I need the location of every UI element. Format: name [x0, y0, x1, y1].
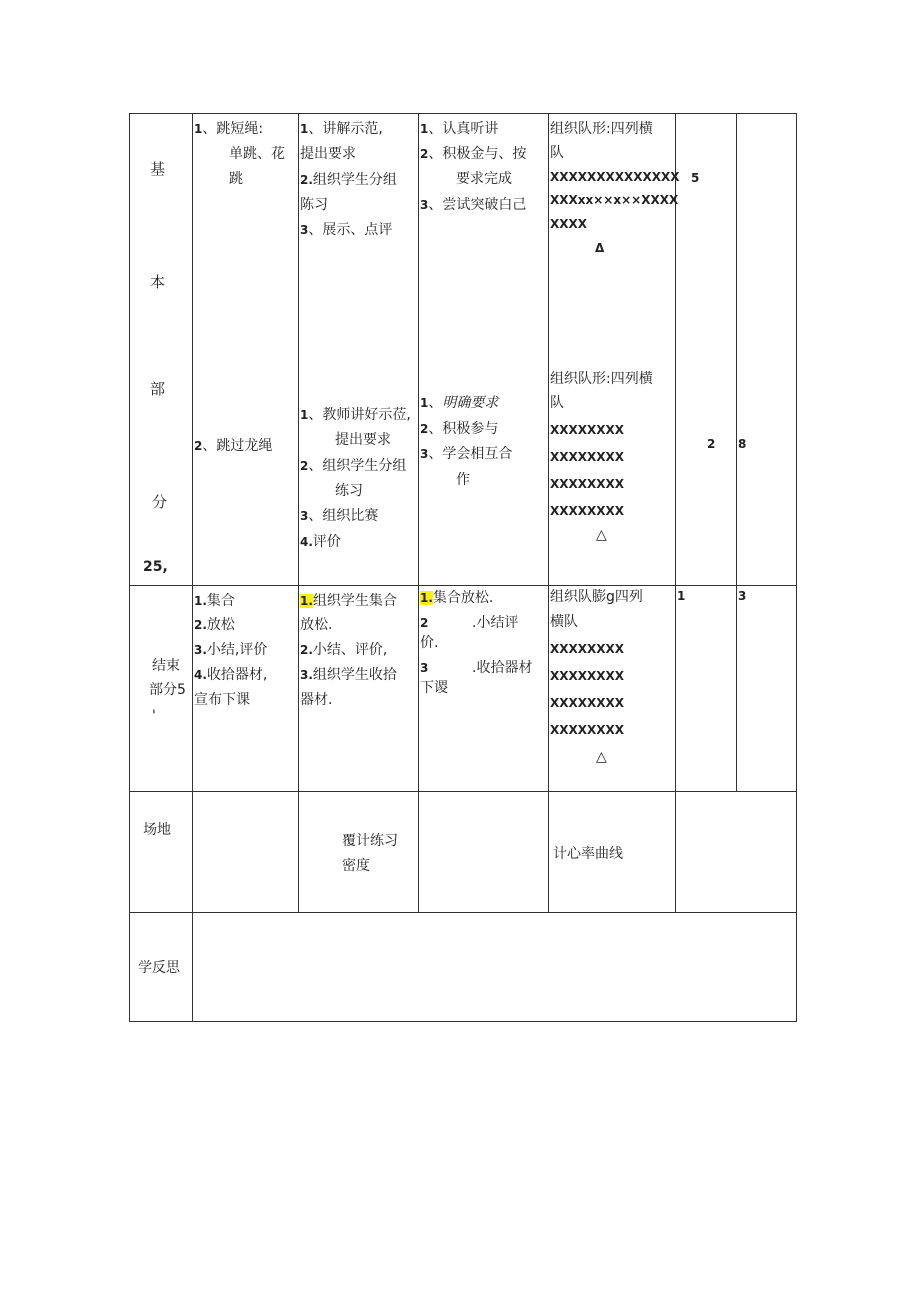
col-divider: [298, 113, 299, 913]
ending-count: 1: [677, 589, 686, 603]
ending-content-item: 4.收拾器材,: [194, 667, 268, 683]
dragon-formation-row: XXXXXXXX: [550, 504, 625, 518]
rope-teacher-step: 提出要求: [300, 146, 356, 162]
rope-formation-title: 组织队形:四列横: [550, 121, 653, 137]
ending-label: ': [152, 708, 156, 724]
dragon-formation-row: XXXXXXXX: [550, 423, 625, 437]
col-divider: [418, 113, 419, 913]
table-border-right: [796, 113, 797, 1022]
reflection-label: 学反思: [138, 960, 180, 976]
ending-time: 3: [738, 589, 747, 603]
table-border-bottom: [129, 1021, 797, 1022]
col-divider: [736, 113, 737, 792]
ending-student-step: 价.: [420, 635, 439, 651]
teacher-position-mark: △: [596, 749, 607, 765]
dragon-teacher-step: 练习: [335, 483, 363, 499]
rope-teacher-step: 1、讲解示范,: [300, 121, 383, 137]
dragon-teacher-step: 3、组织比赛: [300, 508, 379, 524]
rope-item-title: 1、跳短绳:: [194, 121, 264, 137]
rope-student-step: 3、尝试突破白己: [420, 197, 527, 213]
dragon-teacher-step: 1、教师讲好示莅,: [300, 407, 411, 423]
ending-content-item: 宣布下课: [194, 692, 250, 708]
ending-formation-row: XXXXXXXX: [550, 669, 625, 683]
ending-formation-row: XXXXXXXX: [550, 696, 625, 710]
ending-formation-title: 横队: [550, 614, 578, 630]
rope-item-sub: 单跳、花: [229, 146, 285, 162]
dragon-formation-row: XXXXXXXX: [550, 477, 625, 491]
table-border-left: [129, 113, 130, 1022]
dragon-formation-title: 组织队形:四列横: [550, 371, 653, 387]
ending-teacher-step: 放松.: [300, 617, 333, 633]
ending-content-item: 3.小结,评价: [194, 642, 268, 658]
rope-teacher-step: 陈习: [300, 197, 328, 213]
ending-student-step: 下谡: [420, 680, 448, 696]
ending-formation-row: XXXXXXXX: [550, 723, 625, 737]
rope-count: 5: [691, 171, 700, 185]
ending-content-item: 2.放松: [194, 617, 235, 633]
ending-teacher-step: 3.组织学生收拾: [300, 667, 397, 683]
ending-teacher-step: 2.小结、评价,: [300, 642, 388, 658]
rope-formation-row: XXXxx××x××XXXX: [550, 193, 679, 207]
col-divider: [675, 113, 676, 913]
row-divider: [129, 791, 797, 792]
ending-student-step: 1.集合放松.: [420, 590, 494, 606]
rope-teacher-step: 2.组织学生分组: [300, 172, 397, 188]
teacher-position-mark: △: [596, 527, 607, 543]
density-label: 覆计练习: [342, 833, 398, 849]
dragon-student-step: 2、积极参与: [420, 421, 499, 437]
col-divider: [192, 113, 193, 1022]
dragon-time: 8: [738, 437, 747, 451]
dragon-formation-row: XXXXXXXX: [550, 450, 625, 464]
col-divider: [548, 113, 549, 913]
dragon-formation-title: 队: [550, 395, 564, 411]
ending-teacher-step: 1.组织学生集合: [300, 593, 397, 609]
dragon-teacher-step: 提出要求: [335, 432, 391, 448]
rope-student-step: 要求完成: [456, 171, 512, 187]
row-divider: [129, 912, 797, 913]
basic-label-char: 本: [150, 273, 166, 291]
dragon-count: 2: [707, 437, 716, 451]
dragon-teacher-step: 2、组织学生分组: [300, 458, 407, 474]
lesson-plan-table: [129, 113, 797, 1022]
dragon-item-title: 2、跳过龙绳: [194, 438, 273, 454]
basic-time-label: 25,: [143, 559, 168, 575]
rope-teacher-step: 3、展示、点评: [300, 222, 393, 238]
ending-formation-title: 组织队膨g四列: [550, 589, 643, 605]
basic-label-char: 分: [152, 493, 168, 511]
teacher-position-mark: Δ: [595, 241, 605, 255]
density-label: 密度: [342, 858, 370, 874]
ending-content-item: 1.集合: [194, 593, 235, 609]
basic-label-char: 基: [150, 160, 166, 178]
venue-label: 场地: [143, 822, 171, 838]
ending-label: 结束: [152, 658, 180, 674]
ending-label: 部分5: [149, 682, 186, 698]
dragon-student-step: 3、学会相互合: [420, 446, 513, 462]
rope-formation-row: XXXX: [550, 217, 588, 231]
ending-student-step: 2 .小结评: [420, 615, 519, 631]
ending-formation-row: XXXXXXXX: [550, 642, 625, 656]
rope-student-step: 2、积极金与、按: [420, 146, 527, 162]
rope-student-step: 1、认真听讲: [420, 121, 499, 137]
ending-teacher-step: 器材.: [300, 692, 333, 708]
heart-rate-label: 计心率曲线: [553, 846, 623, 862]
ending-student-step: 3 .收拾器材: [420, 660, 533, 676]
dragon-student-step: 1、明确要求: [420, 395, 499, 411]
dragon-teacher-step: 4.评价: [300, 534, 341, 550]
basic-label-char: 部: [150, 380, 166, 398]
rope-formation-title: 队: [550, 145, 564, 161]
table-border-top: [129, 113, 797, 114]
rope-formation-row: XXXXXXXXXXXXXX: [550, 170, 680, 184]
rope-item-sub: 跳: [229, 171, 243, 187]
dragon-student-step: 作: [456, 472, 470, 488]
